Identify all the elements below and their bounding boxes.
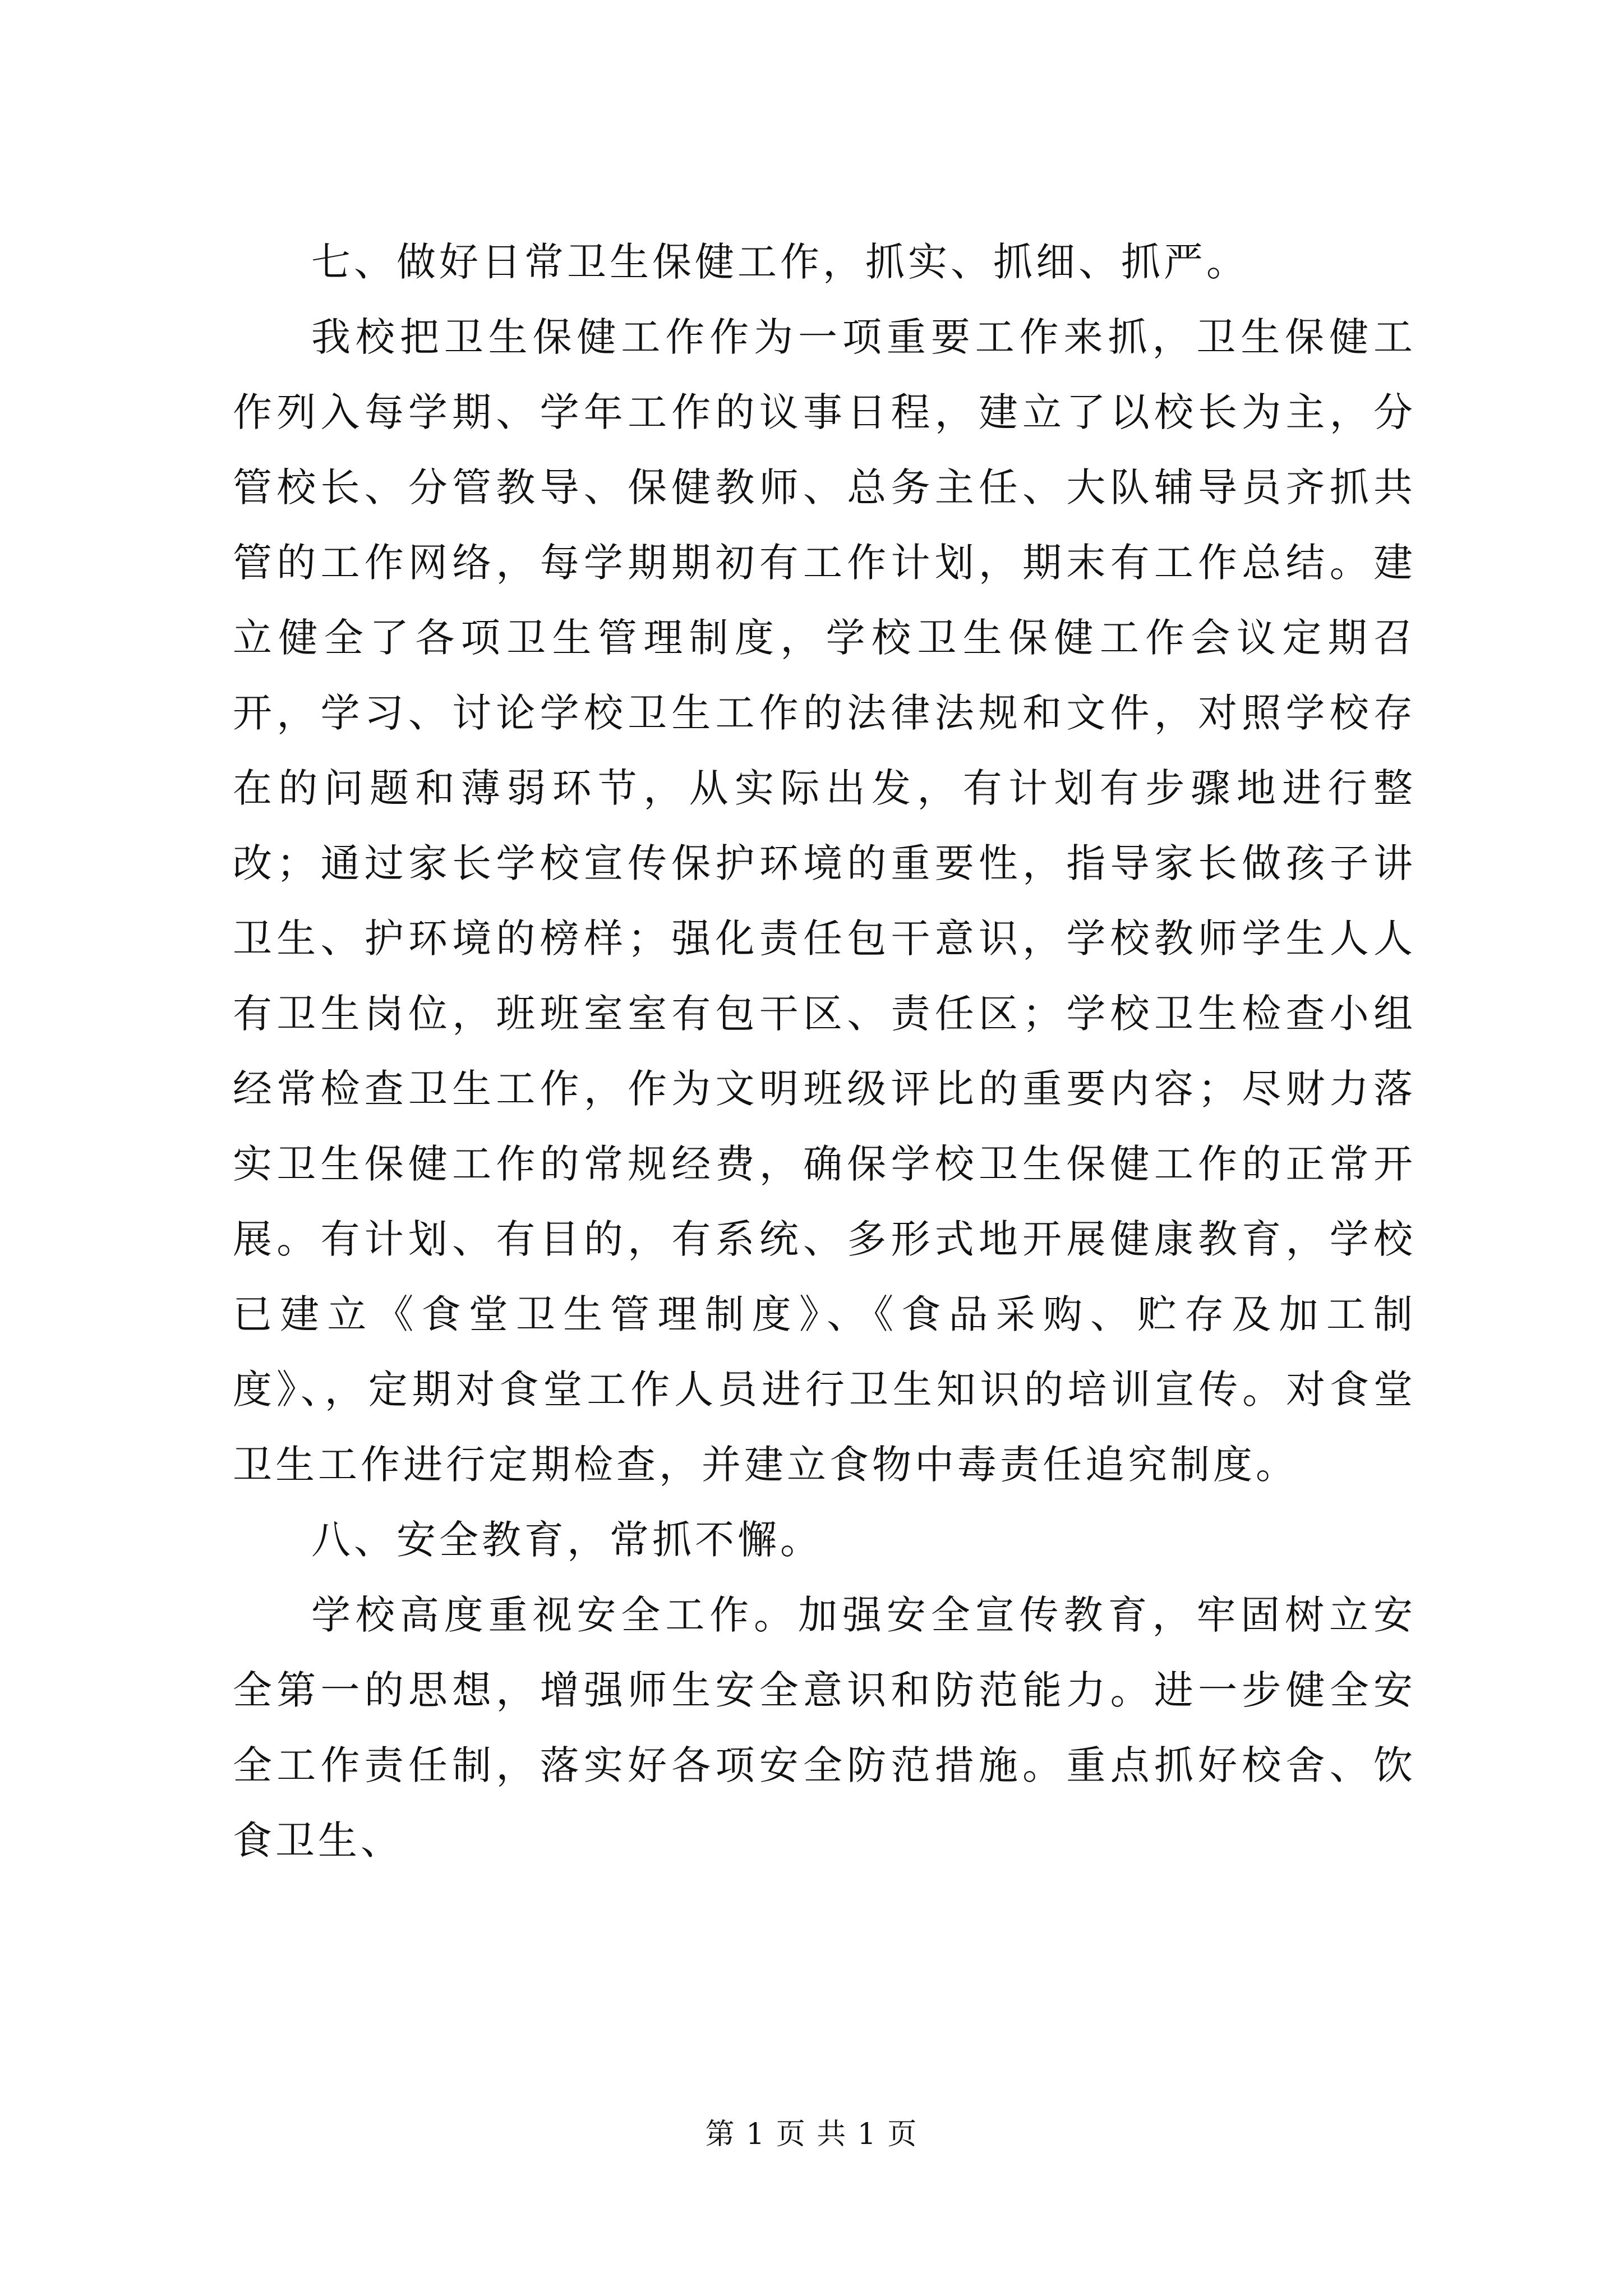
section-heading-seven: 七、做好日常卫生保健工作，抓实、抓细、抓严。 [311,239,1249,285]
document-body [233,224,1416,1878]
paragraph-health-work: 我校把卫生保健工作作为一项重要工作来抓，卫生保健工作列入每学期、学年工作的议事日程，建立了以校长为主，分管校长、分管教导、保健教师、总务主任、大队辅导员齐抓共管的工作网络，每学期期初有工作计划，期末有工作总结。建立健全了各项卫生管理制度，学校卫生保健工作会议定期召开，学习、讨论学校卫生工作的法律法规和文件，对照学校存在的问题和薄弱环节，从实际出发，有计划有步骤地进行整改；通过家长学校宣传保护环境的重要性，指导家长做孩子讲卫生、护环境的榜样；强化责任包干意识，学校教师学生人人有卫生岗位，班班室室有包干区、责任区；学校卫生检查小组经常检查卫生工作，作为文明班级评比的重要内容；尽财力落实卫生保健工作的常规经费，确保学校卫生保健工作的正常开展。有计划、有目的，有系统、多形式地开展健康教育，学校已建立《食堂卫生管理制度》、《食品采购、贮存及加工制度》、，定期对食堂工作人员进行卫生知识的培训宣传。对食堂卫生工作进行定期检查，并建立食物中毒责任追究制度。 [233,314,1416,1488]
page-footer: 第 1 页 共 1 页 [705,2118,918,2151]
paragraph-safety-work: 学校高度重视安全工作。加强安全宣传教育，牢固树立安全第一的思想，增强师生安全意识和防范能力。进一步健全安全工作责任制，落实好各项安全防范措施。重点抓好校舍、饮食卫生、 [233,1592,1416,1864]
section-heading-eight: 八、安全教育，常抓不懈。 [311,1517,823,1563]
